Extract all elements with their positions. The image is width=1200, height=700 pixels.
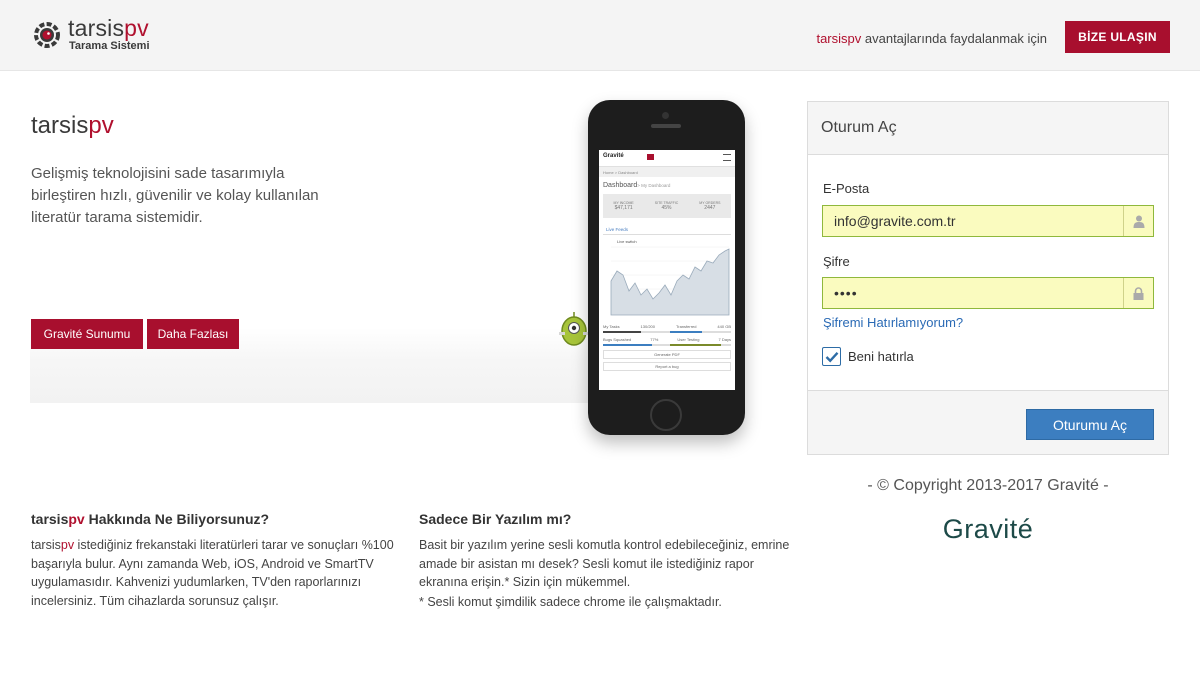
hero-title: tarsispv [31, 112, 114, 139]
hero-description: Gelişmiş teknolojisini sade tasarımıyla birleştiren hızlı, güvenilir ve kolay kullanılan literatür tarama sistemidir. [31, 165, 319, 226]
login-submit-button[interactable]: Oturumu Aç [1026, 409, 1154, 440]
mini-stats [603, 194, 731, 218]
user-icon [1123, 206, 1153, 236]
remember-me-row[interactable] [822, 347, 914, 366]
mini-breadcrumb: Home > Dashboard [599, 167, 735, 177]
checkmark-icon [825, 351, 839, 363]
phone-home-button [650, 399, 682, 431]
phone-mockup [548, 98, 758, 442]
mini-stat: MY INCOME $47,171 [613, 201, 634, 211]
about-heading: tarsispv Hakkında Ne Biliyorsunuz? [31, 511, 270, 527]
info-column-about [31, 511, 403, 610]
gravite-brand-logo: Gravité [942, 514, 1034, 544]
contact-us-button[interactable]: BİZE ULAŞIN [1065, 21, 1170, 53]
header-promo-text: tarsispv avantajlarında faydalanmak için [816, 31, 1047, 46]
software-heading: Sadece Bir Yazılım mı? [419, 511, 572, 527]
remember-me-checkbox[interactable] [822, 347, 841, 366]
phone-speaker [651, 124, 681, 128]
logo-name: tarsispv [68, 15, 149, 41]
login-panel [807, 101, 1169, 455]
login-panel-title: Oturum Aç [808, 102, 1168, 155]
mini-progress-bars: My Tasks 130/200 Transferred 440 GB Bugs Squashed 77% User Testing 7 Days [603, 324, 731, 346]
logo-subtitle: Tarama Sistemi [69, 40, 150, 52]
mini-report-bug-button: Report a bug [603, 362, 731, 371]
mini-stat: SITE TRAFFIC 45% [654, 201, 679, 211]
mini-stat: MY ORDERS 2447 [699, 201, 721, 211]
mini-chart-label: Live switch [617, 239, 637, 244]
more-info-button[interactable]: Daha Fazlası [147, 319, 239, 349]
mini-menu-icon [723, 154, 731, 161]
phone-camera [662, 112, 669, 119]
about-text: tarsispv istediğiniz frekanstaki literatürleri tarar ve sonuçları %100 başarıyla bulur. Aynı zamanda Web, iOS, Android ve SmartTV uygulamasıdır. Kahvenizi yudumlarken, TV'den raporlarınızı incelersiniz. Tüm cihazlarda sorunsuz çalışır. [31, 538, 394, 608]
email-field[interactable] [823, 206, 1123, 236]
login-panel-footer [808, 390, 1168, 454]
top-header [0, 0, 1200, 71]
password-field[interactable] [823, 278, 1123, 308]
email-field-wrapper [822, 205, 1154, 237]
mini-page-title: Dashboard> My Dashboard [603, 182, 671, 189]
mini-app-header [599, 150, 735, 167]
lock-icon [1123, 278, 1153, 308]
gravite-presentation-button[interactable]: Gravité Sunumu [31, 319, 143, 349]
mini-generate-pdf-button: Generate PDF [603, 350, 731, 359]
mini-badge [647, 154, 654, 160]
password-label: Şifre [823, 254, 850, 269]
tarsispv-logo[interactable] [32, 17, 182, 57]
voice-command-note: * Sesli komut şimdilik sadece chrome ile çalışmaktadır. [419, 594, 722, 609]
robot-mascot-icon [556, 310, 592, 350]
phone-screen [599, 150, 735, 390]
phone-body [588, 100, 745, 435]
eye-lens-icon [32, 20, 62, 50]
email-label: E-Posta [823, 181, 870, 196]
copyright-text: - © Copyright 2013-2017 Gravité - [867, 477, 1109, 494]
remember-me-label: Beni hatırla [848, 349, 914, 364]
forgot-password-link[interactable]: Şifremi Hatırlamıyorum? [823, 315, 964, 330]
mini-chart-graphic [603, 237, 731, 321]
mini-tab-bar: Live Feeds [603, 224, 731, 235]
info-column-software [419, 511, 791, 611]
password-field-wrapper [822, 277, 1154, 309]
mini-area-chart [603, 237, 731, 321]
software-text: Basit bir yazılım yerine sesli komutla kontrol edebileceğiniz, emrine amade bir asistan mı desek? Sesli komut ile istediğiniz rapor ekranına erişin.* Sizin için mükemmel. [419, 538, 790, 589]
mini-app-logo: Gravité [603, 153, 624, 159]
